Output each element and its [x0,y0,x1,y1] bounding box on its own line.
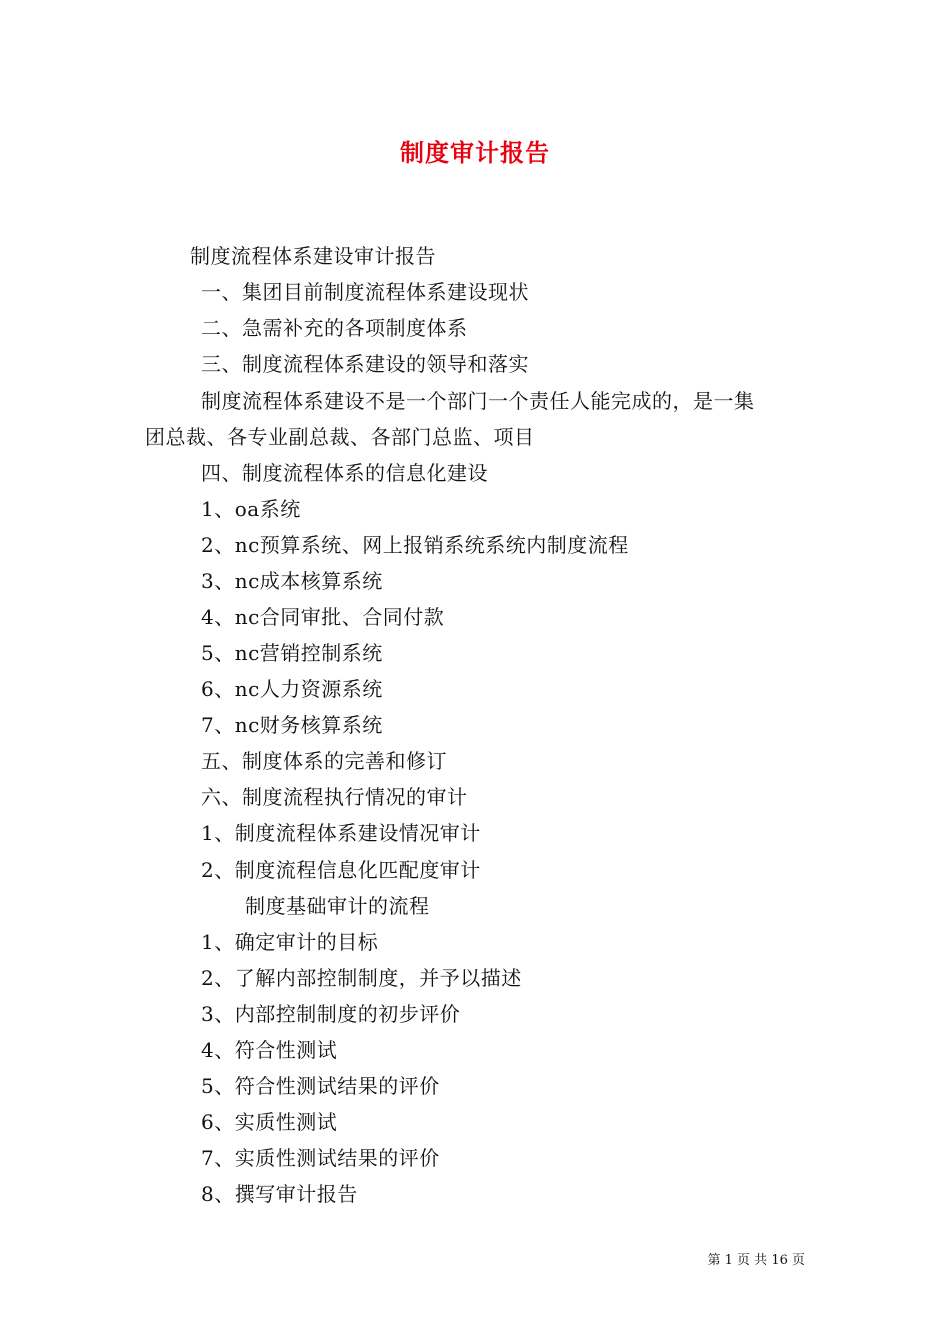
body-line-26: 7、实质性测试结果的评价 [201,1146,440,1170]
body-line-10: 3、nc成本核算系统 [201,569,383,593]
body-line-9: 2、nc预算系统、网上报销系统系统内制度流程 [201,533,629,557]
body-line-20: 1、确定审计的目标 [201,930,379,954]
body-line-1: 制度流程体系建设审计报告 [190,244,436,268]
body-line-4: 三、制度流程体系建设的领导和落实 [201,352,529,376]
body-line-15: 五、制度体系的完善和修订 [201,749,447,773]
page-title: 制度审计报告 [400,139,550,167]
body-line-5: 制度流程体系建设不是一个部门一个责任人能完成的，是一集 [201,389,755,413]
body-line-24: 5、符合性测试结果的评价 [201,1074,440,1098]
body-line-27: 8、撰写审计报告 [201,1182,358,1206]
body-line-7: 四、制度流程体系的信息化建设 [201,461,488,485]
body-line-14: 7、nc财务核算系统 [201,713,383,737]
body-line-2: 一、集团目前制度流程体系建设现状 [201,280,529,304]
body-line-21: 2、了解内部控制制度，并予以描述 [201,966,522,990]
body-line-6: 团总裁、各专业副总裁、各部门总监、项目 [145,425,535,449]
body-line-17: 1、制度流程体系建设情况审计 [201,821,481,845]
body-line-22: 3、内部控制制度的初步评价 [201,1002,461,1026]
body-line-25: 6、实质性测试 [201,1110,338,1134]
body-line-11: 4、nc合同审批、合同付款 [201,605,445,629]
body-line-16: 六、制度流程执行情况的审计 [201,785,468,809]
body-line-23: 4、符合性测试 [201,1038,338,1062]
body-line-19: 制度基础审计的流程 [245,894,430,918]
body-line-18: 2、制度流程信息化匹配度审计 [201,858,481,882]
body-line-12: 5、nc营销控制系统 [201,641,383,665]
body-line-8: 1、oa系统 [201,497,301,521]
page-number: 第 1 页 共 16 页 [707,1253,805,1268]
body-line-3: 二、急需补充的各项制度体系 [201,316,468,340]
body-line-13: 6、nc人力资源系统 [201,677,383,701]
